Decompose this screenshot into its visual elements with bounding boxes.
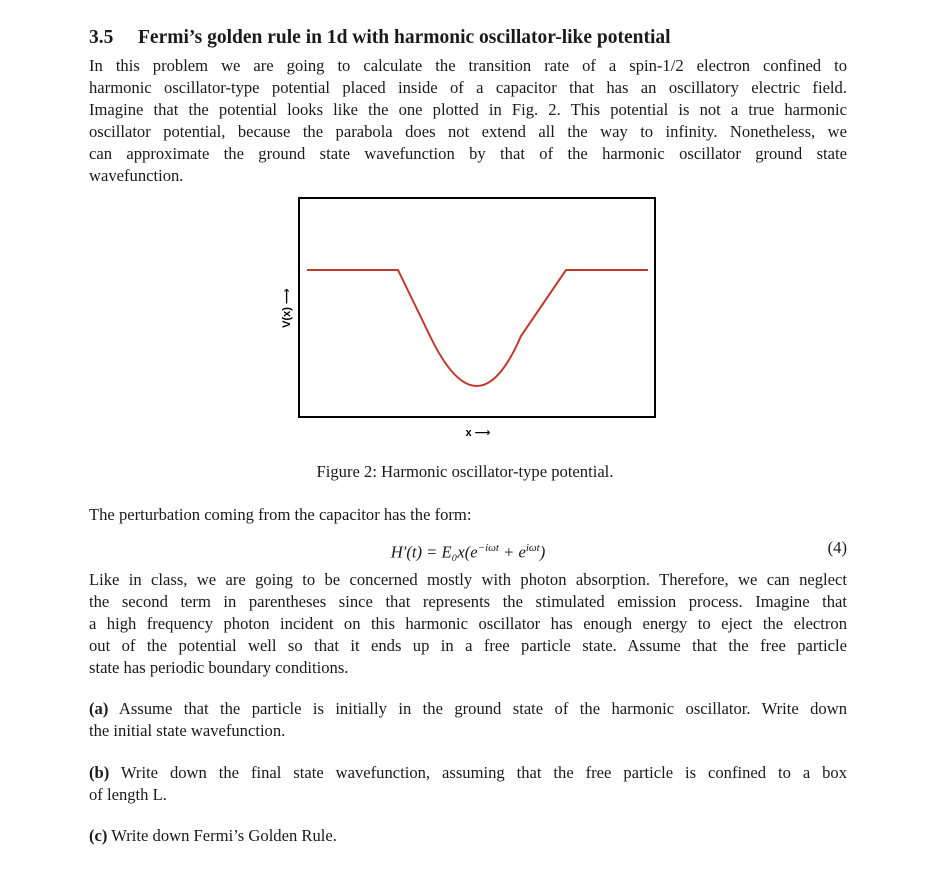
question-b-line: of length L. xyxy=(89,785,167,804)
equation-body: $H'(t) = E_0x(e^{-i\omega t} + e^{i\omega t})$ xyxy=(390,542,546,562)
question-a-line: the initial state wavefunction. xyxy=(89,721,286,740)
absorption-paragraph xyxy=(89,569,847,679)
question-c xyxy=(89,825,847,847)
intro-line: Imagine that the potential looks like the one plotted in Fig. 2. This potential is not a true harmonic xyxy=(89,100,847,119)
question-a-text: Assume that the particle is initially in the ground state of the harmonic oscillator. Write down xyxy=(118,699,848,718)
absorption-line: out of the potential well so that it ends up in a free particle state. Assume that the free particle xyxy=(89,636,847,655)
question-b-line xyxy=(89,762,847,784)
absorption-line: the second term in parentheses since that represents the stimulated emission process. Imagine that xyxy=(89,592,847,611)
question-a xyxy=(89,698,847,742)
question-c-text: Write down Fermi’s Golden Rule. xyxy=(111,826,337,845)
intro-line: oscillator potential, because the parabola does not extend all the way to infinity. Nonetheless, we xyxy=(89,122,847,141)
intro-line: In this problem we are going to calculate the transition rate of a spin-1/2 electron confined to xyxy=(89,56,847,75)
section-heading xyxy=(89,25,849,51)
intro-paragraph xyxy=(89,55,847,187)
figure-caption: Figure 2: Harmonic oscillator-type potential. xyxy=(316,462,614,481)
x-axis-label: x ⟶ xyxy=(465,427,491,439)
question-a-label: (a) xyxy=(89,699,109,718)
intro-line: wavefunction. xyxy=(89,166,184,185)
question-b-label: (b) xyxy=(89,763,110,782)
section-number: 3.5 xyxy=(89,27,114,48)
y-axis-label: V(x) ⟶ xyxy=(281,288,293,328)
question-c-label: (c) xyxy=(89,826,108,845)
question-c-line xyxy=(89,825,847,847)
plot-frame xyxy=(299,198,655,417)
potential-figure xyxy=(270,190,670,445)
potential-plot xyxy=(270,190,670,445)
absorption-line: state has periodic boundary conditions. xyxy=(89,658,349,677)
perturbation-intro-text: The perturbation coming from the capacitor has the form: xyxy=(89,505,472,524)
absorption-line: Like in class, we are going to be concerned mostly with photon absorption. Therefore, we can neglect xyxy=(89,570,847,589)
intro-line: can approximate the ground state wavefunction by that of the harmonic oscillator ground state xyxy=(89,144,847,163)
question-b-text: Write down the final state wavefunction, assuming that the free particle is confined to a box xyxy=(120,763,847,782)
perturbation-intro xyxy=(89,504,847,526)
absorption-line: a high frequency photon incident on this harmonic oscillator has enough energy to eject the electron xyxy=(89,614,847,633)
intro-line: harmonic oscillator-type potential placed inside of a capacitor that has an oscillatory electric field. xyxy=(89,78,847,97)
question-a-line xyxy=(89,698,847,720)
section-title: Fermi’s golden rule in 1d with harmonic oscillator-like potential xyxy=(138,27,671,48)
question-b xyxy=(89,762,847,806)
equation-number: (4) xyxy=(827,538,847,557)
equation-4 xyxy=(89,535,847,561)
